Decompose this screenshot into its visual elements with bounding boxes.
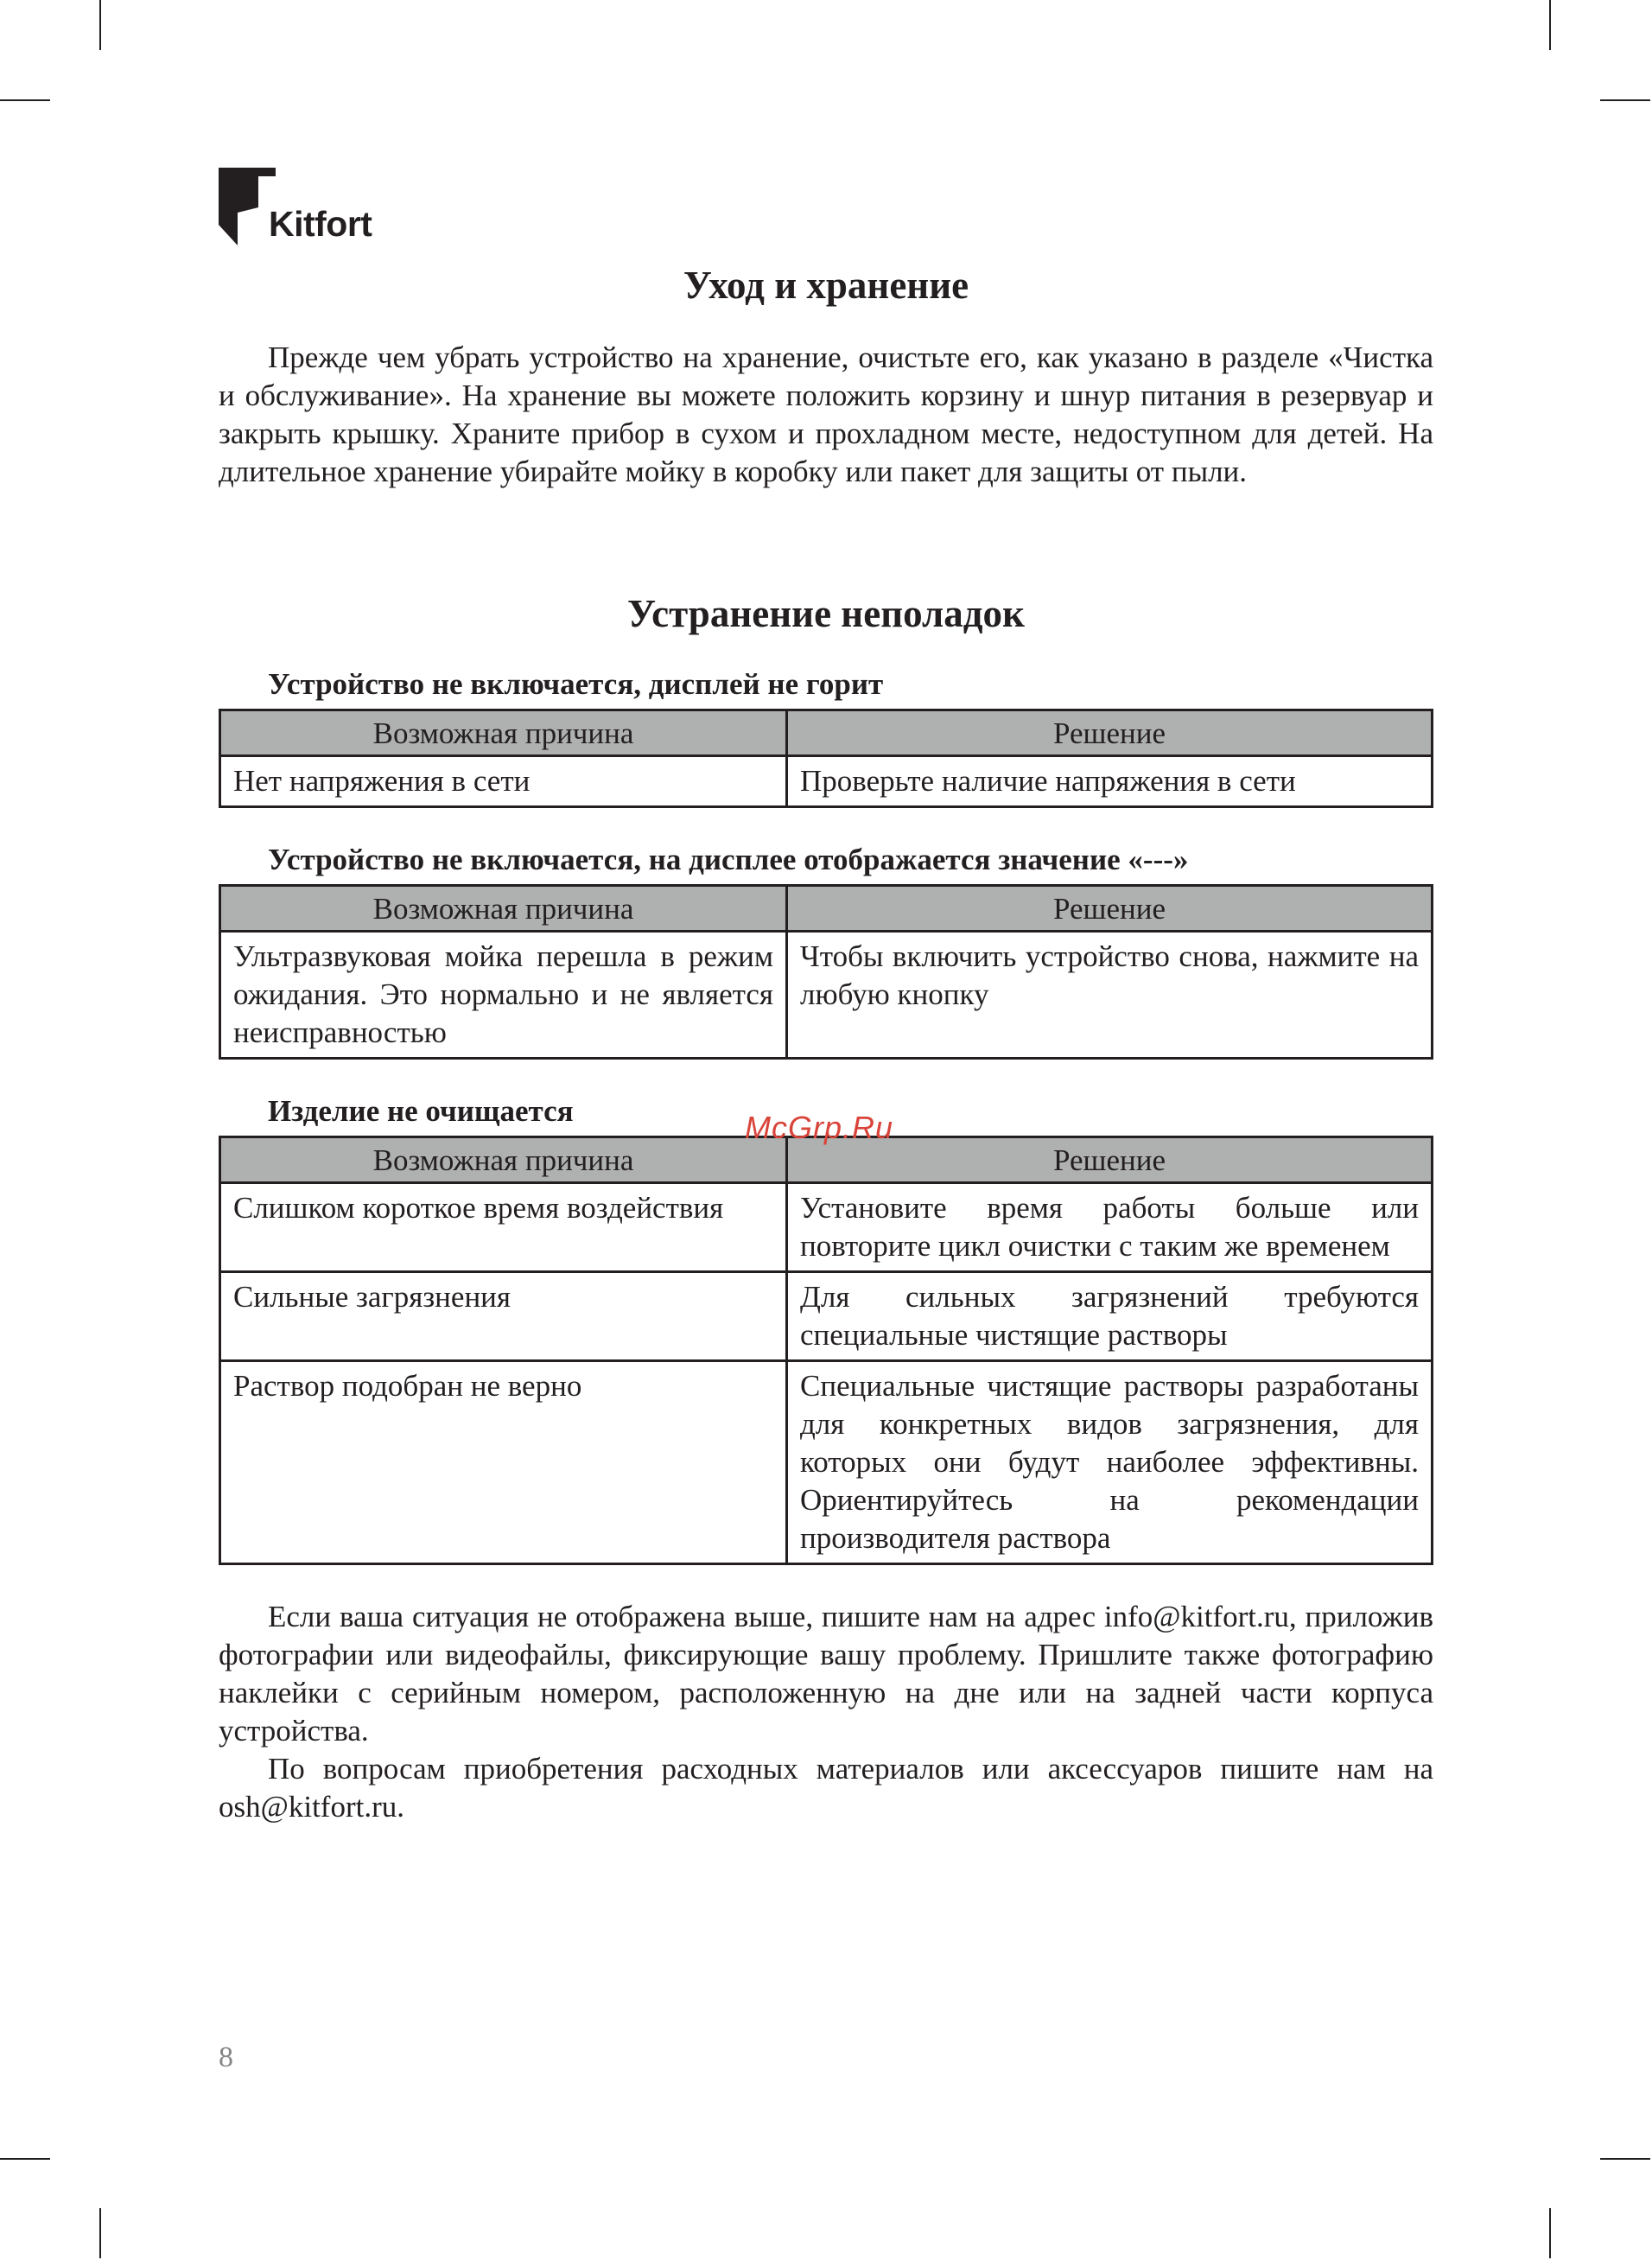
solution-cell: Установите время работы больше или повторите цикл очистки с таким же временем	[787, 1183, 1433, 1272]
table-row	[220, 1272, 1433, 1361]
column-header-solution: Решение	[787, 710, 1433, 756]
table-row	[220, 756, 1433, 807]
column-header-solution: Решение	[787, 886, 1433, 932]
crop-mark	[1549, 0, 1551, 50]
crop-mark	[0, 2158, 50, 2160]
problem-heading: Устройство не включается, на дисплее отображается значение «---»	[268, 843, 1189, 876]
column-header-solution: Решение	[787, 1137, 1433, 1183]
troubleshooting-table	[219, 1136, 1433, 1565]
troubleshooting-table	[219, 884, 1433, 1060]
crop-mark	[0, 99, 50, 101]
care-text: Прежде чем убрать устройство на хранение, очистьте его, как указано в разделе «Чистка и обслуживание». На хранение вы можете положить корзину и шнур питания в резервуар и закрыть крышку. Храните прибор в сухом и прохладном месте, недоступном для детей. На длительное хранение убирайте мойку в коробку или пакет для защиты от пыли.	[219, 341, 1433, 488]
table-header-row	[220, 710, 1433, 756]
cause-cell: Слишком короткое время воздействия	[220, 1183, 787, 1272]
kitfort-logo	[219, 168, 383, 249]
accessories-paragraph: По вопросам приобретения расходных материалов или аксессуаров пишите нам на osh@kitfort.ru.	[219, 1752, 1433, 1824]
solution-cell: Специальные чистящие растворы разработаны для конкретных видов загрязнения, для которых они будут наиболее эффективны. Ориентируйтесь на рекомендации производителя раствора	[787, 1361, 1433, 1564]
table-row	[220, 1361, 1433, 1564]
contact-paragraph: Если ваша ситуация не отображена выше, пишите нам на адрес info@kitfort.ru, приложив фотографии или видеофайлы, фиксирующие вашу проблему. Пришлите также фотографию наклейки с серийным номером, расположенную на дне или на задней части корпуса устройства.	[219, 1600, 1433, 1748]
crop-mark	[1549, 2208, 1551, 2258]
column-header-cause: Возможная причина	[220, 886, 787, 932]
crop-mark	[1600, 2158, 1650, 2160]
crop-mark	[99, 2208, 101, 2258]
cause-cell: Раствор подобран не верно	[220, 1361, 787, 1564]
solution-cell: Проверьте наличие напряжения в сети	[787, 756, 1433, 807]
cause-cell: Нет напряжения в сети	[220, 756, 787, 807]
solution-cell: Для сильных загрязнений требуются специальные чистящие растворы	[787, 1272, 1433, 1361]
table-header-row	[220, 886, 1433, 932]
problem-heading: Изделие не очищается	[268, 1094, 574, 1128]
column-header-cause: Возможная причина	[220, 710, 787, 756]
table-row	[220, 1183, 1433, 1272]
table-row	[220, 932, 1433, 1059]
page-number: 8	[219, 2041, 233, 2073]
problem-heading: Устройство не включается, дисплей не горит	[268, 667, 884, 701]
troubleshooting-title: Устранение неполадок	[627, 592, 1025, 635]
logo-text: Kitfort	[269, 204, 372, 244]
watermark: McGrp.Ru	[745, 1110, 894, 1145]
crop-mark	[99, 0, 101, 50]
crop-mark	[1600, 99, 1650, 101]
cause-cell: Ультразвуковая мойка перешла в режим ожидания. Это нормально и не является неисправностью	[220, 932, 787, 1059]
page-content	[219, 259, 1433, 1826]
care-title: Уход и хранение	[683, 264, 969, 307]
troubleshooting-table	[219, 709, 1433, 808]
solution-cell: Чтобы включить устройство снова, нажмите на любую кнопку	[787, 932, 1433, 1059]
cause-cell: Сильные загрязнения	[220, 1272, 787, 1361]
column-header-cause: Возможная причина	[220, 1137, 787, 1183]
